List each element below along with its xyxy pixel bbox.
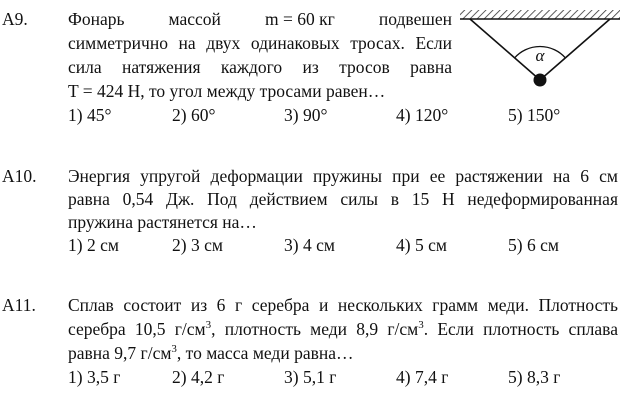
lantern-figure (456, 4, 622, 104)
problem-number-a11: A11. (2, 295, 36, 315)
a11-line-3: равна 9,7 $г/см^3$, то масса меди равна… (68, 343, 354, 363)
a10-line-3: пружина растянется на… (68, 212, 257, 232)
a9-line-2: симметрично на двух одинаковых тросах. Если (68, 33, 452, 53)
a9-line-1 (68, 9, 452, 30)
a9-option-3[interactable]: 3) 90° (284, 105, 328, 125)
a10-option-2[interactable]: 2) 3 см (172, 235, 223, 255)
a9-word-2: массой (168, 9, 221, 29)
a9-word-3: m = 60 кг (265, 9, 335, 29)
angle-label: α (535, 46, 545, 65)
a9-option-2[interactable]: 2) 60° (172, 105, 216, 125)
a11-option-2[interactable]: 2) 4,2 г (172, 367, 225, 387)
a10-option-4[interactable]: 4) 5 см (396, 235, 447, 255)
a10-option-3[interactable]: 3) 4 см (284, 235, 335, 255)
problem-number-a9: A9. (2, 9, 28, 29)
a9-option-1[interactable]: 1) 45° (68, 105, 112, 125)
a11-option-5[interactable]: 5) 8,3 г (508, 367, 561, 387)
left-cable (470, 19, 540, 80)
a11-line-1: Сплав состоит из 6 г серебра и нескольких грамм меди. Плотность (68, 295, 618, 315)
a9-word-4: подвешен (378, 9, 452, 29)
a9-line-4: T = 424 Н, то угол между тросами равен… (68, 81, 386, 101)
a9-line-3: сила натяжения каждого из тросов равна (68, 57, 452, 77)
a10-option-5[interactable]: 5) 6 см (508, 235, 559, 255)
a10-line-1: Энергия упругой деформации пружины при ее растяжении на 6 см (68, 166, 618, 186)
a10-line-2: равна 0,54 Дж. Под действием силы в 15 Н недеформированная (68, 189, 618, 209)
problem-number-a10: A10. (2, 166, 37, 186)
a11-option-3[interactable]: 3) 5,1 г (284, 367, 337, 387)
a11-option-1[interactable]: 1) 3,5 г (68, 367, 121, 387)
a9-word-1: Фонарь (68, 9, 125, 29)
a11-line-2: серебра 10,5 $г/см^3$, плотность меди 8,9 $г/см^3$. Если плотность сплава (68, 319, 618, 339)
ceiling-hatch (460, 10, 620, 19)
a9-option-5[interactable]: 5) 150° (508, 105, 561, 125)
a11-option-4[interactable]: 4) 7,4 г (396, 367, 449, 387)
a10-option-1[interactable]: 1) 2 см (68, 235, 119, 255)
lantern-mass (534, 74, 547, 87)
a9-option-4[interactable]: 4) 120° (396, 105, 449, 125)
right-cable (540, 19, 610, 80)
